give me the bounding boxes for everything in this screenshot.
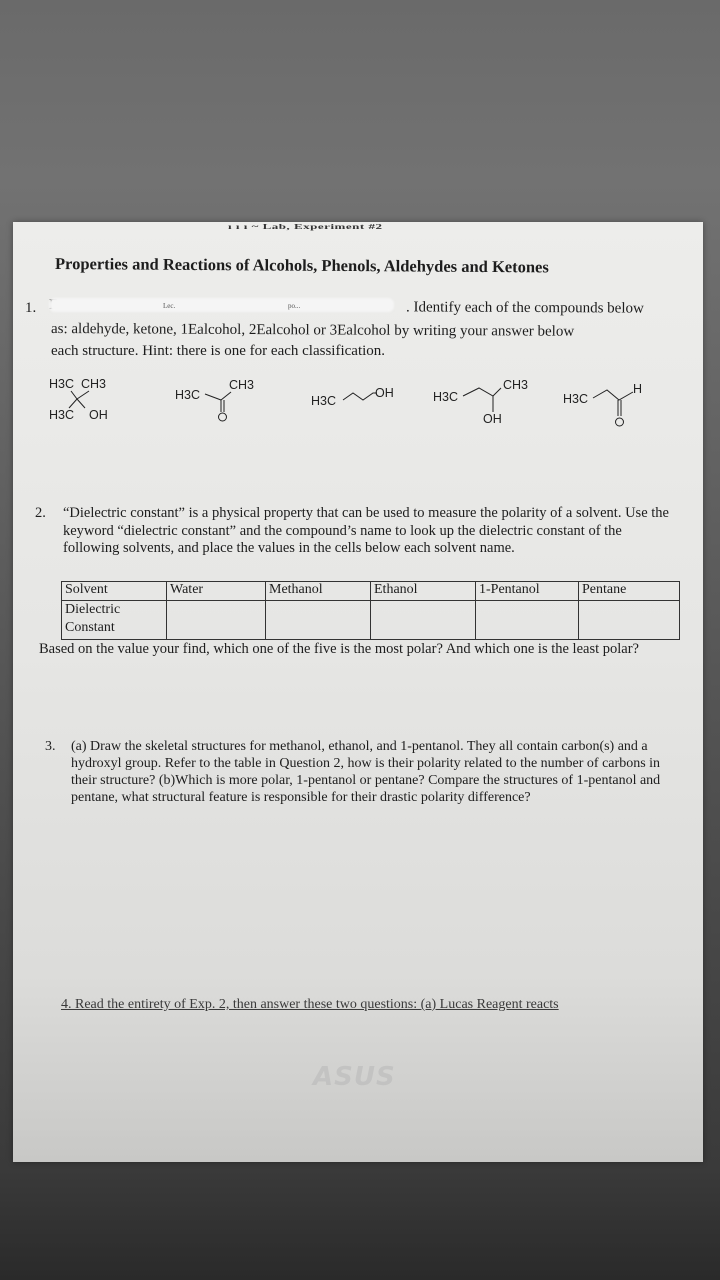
q2-text: “Dielectric constant” is a physical property that can be used to measure the polarity of a solvent. Use the keyword “dielectric constant” and the compound’s name to look up the dielectric constant of the following solvents, and place the values in the cells below each solvent name. [63, 505, 669, 556]
s4-bottom: OH [483, 412, 502, 426]
q2-followup: Based on the value your find, which one of the five is the most polar? And which one is the least polar? [39, 641, 639, 657]
s1-bottom-left: H3C [49, 408, 75, 422]
q4-cut-line: 4. Read the entirety of Exp. 2, then answer these two questions: (a) Lucas Reagent reacts [61, 997, 559, 1012]
table-row [62, 601, 680, 640]
s1-top-left: H3C [49, 377, 75, 391]
cut-off-header: ı ı ı ~ Lab, Experiment #2 [228, 222, 383, 231]
redaction-smear [49, 298, 394, 312]
table-cell [266, 601, 371, 640]
worksheet-paper [13, 222, 703, 1162]
s1-bottom-right: OH [89, 408, 108, 422]
table-cell: Dielectric Constant [62, 601, 167, 640]
q3-number: 3. [45, 739, 56, 754]
laptop-logo-reflection: ASUS [313, 1062, 396, 1092]
s5-right: H [633, 382, 643, 396]
smudged-text-b: po... [288, 302, 301, 310]
table-cell: Methanol [266, 582, 371, 601]
table-cell: Water [167, 582, 266, 601]
s2-left: H3C [175, 388, 201, 402]
s3-left: H3C [311, 394, 337, 408]
structure-3 [311, 386, 411, 420]
structure-1 [49, 377, 139, 427]
table-cell [579, 601, 680, 640]
s2-right: CH3 [229, 378, 255, 392]
q1-line2: as: aldehyde, ketone, 1Ealcohol, 2Ealcohol or 3Ealcohol by writing your answer below [50, 321, 575, 340]
q1-line1: . Identify each of the compounds below [405, 299, 644, 317]
structure-2 [173, 378, 283, 432]
q2-block [35, 505, 679, 558]
worksheet-title: Properties and Reactions of Alcohols, Phenols, Aldehydes and Ketones [54, 254, 549, 277]
q3-text: (a) Draw the skeletal structures for methanol, ethanol, and 1-pentanol. They all contain carbon(s) and a hydroxyl group. Refer to the table in Question 2, how is their polarity related to the number of carbons in their structure? (b)Which is more polar, 1-pentanol or pentane? Compare the structures of 1-pentanol and pentane, what structural feature is responsible for their drastic polarity difference? [71, 739, 661, 805]
dielectric-table [61, 581, 680, 640]
s4-left: H3C [433, 390, 459, 404]
table-cell: Ethanol [371, 582, 476, 601]
structure-5 [563, 384, 663, 434]
table-cell [476, 601, 579, 640]
q1-number: 1. [25, 300, 37, 316]
q3-block [45, 738, 665, 806]
s1-top-right: CH3 [81, 377, 107, 391]
q1-line3: each structure. Hint: there is one for each classification. [51, 343, 386, 359]
q2-number: 2. [35, 505, 46, 521]
table-cell [167, 601, 266, 640]
table-row [62, 582, 680, 601]
table-cell: Solvent [62, 582, 167, 601]
table-cell: Pentane [579, 582, 680, 601]
table-cell [371, 601, 476, 640]
structure-4 [433, 378, 543, 434]
table-cell: 1-Pentanol [476, 582, 579, 601]
s3-right: OH [375, 386, 394, 400]
s4-right: CH3 [503, 378, 529, 392]
smudged-text-a: Lec. [163, 302, 176, 310]
s5-left: H3C [563, 392, 589, 406]
